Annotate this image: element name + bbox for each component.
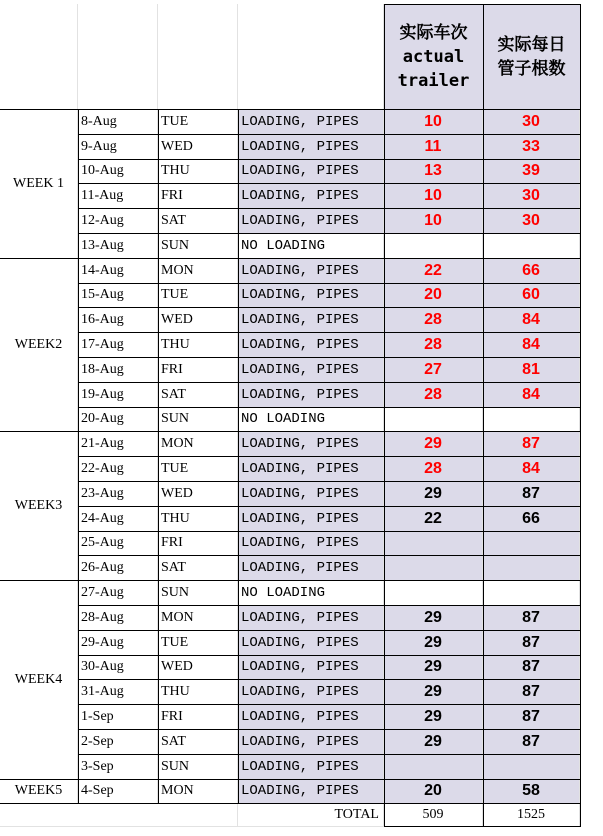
activity-cell: NO LOADING bbox=[238, 408, 384, 433]
week-label: WEEK2 bbox=[0, 259, 78, 433]
day-cell: TUE bbox=[158, 631, 238, 656]
date-cell: 15-Aug bbox=[78, 284, 158, 309]
trailer-count-cell: 29 bbox=[384, 482, 483, 507]
date-cell: 26-Aug bbox=[78, 556, 158, 581]
week-divider bbox=[0, 258, 78, 259]
week-divider bbox=[0, 580, 78, 581]
pipe-count-cell: 87 bbox=[483, 705, 580, 730]
row-divider bbox=[78, 283, 580, 284]
day-cell: SUN bbox=[158, 755, 238, 780]
activity-cell: LOADING, PIPES bbox=[238, 259, 384, 284]
activity-cell: LOADING, PIPES bbox=[238, 284, 384, 309]
week-label: WEEK4 bbox=[0, 581, 78, 779]
row-divider bbox=[78, 679, 580, 680]
activity-cell: LOADING, PIPES bbox=[238, 110, 384, 135]
date-cell: 1-Sep bbox=[78, 705, 158, 730]
trailer-count-cell bbox=[384, 556, 483, 581]
pipe-count-cell: 87 bbox=[483, 730, 580, 755]
header-activity-cell bbox=[238, 4, 384, 110]
header-actual-trailer bbox=[384, 4, 483, 110]
trailer-count-cell: 29 bbox=[384, 705, 483, 730]
pipe-count-cell: 60 bbox=[483, 284, 580, 309]
day-cell: THU bbox=[158, 333, 238, 358]
activity-cell: NO LOADING bbox=[238, 581, 384, 606]
row-divider bbox=[78, 159, 580, 160]
row-divider bbox=[78, 481, 580, 482]
activity-cell: LOADING, PIPES bbox=[238, 308, 384, 333]
week-label: WEEK 1 bbox=[0, 110, 78, 259]
date-cell: 13-Aug bbox=[78, 234, 158, 259]
pipe-count-cell: 30 bbox=[483, 110, 580, 135]
date-cell: 20-Aug bbox=[78, 408, 158, 433]
day-cell: MON bbox=[158, 259, 238, 284]
activity-cell: LOADING, PIPES bbox=[238, 705, 384, 730]
header-week-cell bbox=[0, 4, 78, 110]
day-cell: FRI bbox=[158, 358, 238, 383]
trailer-count-cell: 29 bbox=[384, 730, 483, 755]
pipe-count-cell: 30 bbox=[483, 209, 580, 234]
day-cell: SAT bbox=[158, 209, 238, 234]
row-divider bbox=[78, 605, 580, 606]
day-cell: SAT bbox=[158, 730, 238, 755]
day-cell: THU bbox=[158, 680, 238, 705]
row-divider bbox=[78, 630, 580, 631]
date-cell: 3-Sep bbox=[78, 755, 158, 780]
row-divider bbox=[78, 407, 580, 408]
pipe-count-cell bbox=[483, 532, 580, 557]
date-cell: 9-Aug bbox=[78, 135, 158, 160]
border-bottom-total bbox=[384, 826, 581, 827]
day-cell: SUN bbox=[158, 581, 238, 606]
activity-cell: LOADING, PIPES bbox=[238, 755, 384, 780]
border-top-trailer bbox=[384, 4, 580, 5]
pipe-count-cell: 87 bbox=[483, 432, 580, 457]
trailer-count-cell: 28 bbox=[384, 308, 483, 333]
day-cell: TUE bbox=[158, 284, 238, 309]
pipe-count-cell: 87 bbox=[483, 680, 580, 705]
pipe-count-cell: 84 bbox=[483, 383, 580, 408]
date-cell: 16-Aug bbox=[78, 308, 158, 333]
pipe-count-cell bbox=[483, 755, 580, 780]
date-cell: 17-Aug bbox=[78, 333, 158, 358]
pipe-count-cell: 87 bbox=[483, 482, 580, 507]
activity-cell: LOADING, PIPES bbox=[238, 680, 384, 705]
date-cell: 14-Aug bbox=[78, 259, 158, 284]
trailer-count-cell: 28 bbox=[384, 457, 483, 482]
date-cell: 31-Aug bbox=[78, 680, 158, 705]
activity-cell: LOADING, PIPES bbox=[238, 780, 384, 805]
date-cell: 4-Sep bbox=[78, 780, 158, 805]
pipe-count-cell: 87 bbox=[483, 631, 580, 656]
day-cell: FRI bbox=[158, 532, 238, 557]
activity-cell: LOADING, PIPES bbox=[238, 333, 384, 358]
trailer-count-cell: 13 bbox=[384, 160, 483, 185]
trailer-count-cell bbox=[384, 532, 483, 557]
pipe-count-cell bbox=[483, 408, 580, 433]
header-date-cell bbox=[78, 4, 158, 110]
day-cell: SUN bbox=[158, 408, 238, 433]
day-cell: SUN bbox=[158, 234, 238, 259]
date-cell: 29-Aug bbox=[78, 631, 158, 656]
activity-cell: LOADING, PIPES bbox=[238, 730, 384, 755]
date-cell: 30-Aug bbox=[78, 656, 158, 681]
pipe-count-cell: 87 bbox=[483, 656, 580, 681]
pipe-count-cell bbox=[483, 581, 580, 606]
trailer-count-cell: 22 bbox=[384, 507, 483, 532]
trailer-count-cell: 29 bbox=[384, 631, 483, 656]
pipe-count-cell: 84 bbox=[483, 457, 580, 482]
week-label: WEEK3 bbox=[0, 432, 78, 581]
pipe-count-cell: 84 bbox=[483, 308, 580, 333]
trailer-count-cell: 11 bbox=[384, 135, 483, 160]
trailer-count-cell: 10 bbox=[384, 184, 483, 209]
pipe-count-cell bbox=[483, 556, 580, 581]
row-divider bbox=[78, 332, 580, 333]
border-header-bottom bbox=[0, 109, 580, 110]
row-divider bbox=[78, 754, 580, 755]
day-cell: WED bbox=[158, 135, 238, 160]
activity-cell: LOADING, PIPES bbox=[238, 184, 384, 209]
trailer-count-cell: 20 bbox=[384, 284, 483, 309]
trailer-count-cell: 29 bbox=[384, 606, 483, 631]
pipe-count-cell bbox=[483, 234, 580, 259]
activity-cell: LOADING, PIPES bbox=[238, 631, 384, 656]
row-divider bbox=[78, 233, 580, 234]
day-cell: MON bbox=[158, 432, 238, 457]
date-cell: 21-Aug bbox=[78, 432, 158, 457]
pipe-count-cell: 84 bbox=[483, 333, 580, 358]
row-divider bbox=[78, 655, 580, 656]
total-row-blank bbox=[0, 803, 238, 827]
date-cell: 12-Aug bbox=[78, 209, 158, 234]
day-cell: FRI bbox=[158, 184, 238, 209]
border-right-pipes bbox=[580, 4, 581, 827]
row-divider bbox=[78, 382, 580, 383]
day-cell: WED bbox=[158, 482, 238, 507]
week-divider bbox=[0, 431, 78, 432]
activity-cell: LOADING, PIPES bbox=[238, 532, 384, 557]
trailer-count-cell bbox=[384, 234, 483, 259]
pipe-count-cell: 66 bbox=[483, 259, 580, 284]
date-cell: 28-Aug bbox=[78, 606, 158, 631]
trailer-count-cell bbox=[384, 408, 483, 433]
week-divider bbox=[0, 779, 78, 780]
date-cell: 18-Aug bbox=[78, 358, 158, 383]
trailer-count-cell: 28 bbox=[384, 333, 483, 358]
date-cell: 22-Aug bbox=[78, 457, 158, 482]
activity-cell: LOADING, PIPES bbox=[238, 209, 384, 234]
trailer-count-cell: 29 bbox=[384, 432, 483, 457]
trailer-count-cell: 10 bbox=[384, 209, 483, 234]
trailer-count-cell bbox=[384, 581, 483, 606]
day-cell: MON bbox=[158, 606, 238, 631]
day-cell: FRI bbox=[158, 705, 238, 730]
trailer-count-cell bbox=[384, 755, 483, 780]
date-cell: 25-Aug bbox=[78, 532, 158, 557]
activity-cell: LOADING, PIPES bbox=[238, 656, 384, 681]
date-cell: 11-Aug bbox=[78, 184, 158, 209]
day-cell: WED bbox=[158, 656, 238, 681]
row-divider bbox=[78, 307, 580, 308]
pipe-count-cell: 66 bbox=[483, 507, 580, 532]
date-cell: 8-Aug bbox=[78, 110, 158, 135]
day-cell: SAT bbox=[158, 383, 238, 408]
trailer-count-cell: 20 bbox=[384, 780, 483, 805]
date-cell: 23-Aug bbox=[78, 482, 158, 507]
day-cell: TUE bbox=[158, 457, 238, 482]
activity-cell: LOADING, PIPES bbox=[238, 432, 384, 457]
trailer-count-cell: 29 bbox=[384, 656, 483, 681]
activity-cell: LOADING, PIPES bbox=[238, 606, 384, 631]
row-divider bbox=[78, 431, 580, 432]
date-cell: 19-Aug bbox=[78, 383, 158, 408]
trailer-count-cell: 28 bbox=[384, 383, 483, 408]
pipe-count-cell: 87 bbox=[483, 606, 580, 631]
header-pipes-line2: 管子根数 bbox=[497, 59, 566, 79]
date-cell: 24-Aug bbox=[78, 507, 158, 532]
day-cell: MON bbox=[158, 780, 238, 805]
row-divider bbox=[78, 134, 580, 135]
row-divider bbox=[78, 258, 580, 259]
row-divider bbox=[78, 357, 580, 358]
row-divider bbox=[78, 531, 580, 532]
row-divider bbox=[78, 208, 580, 209]
date-cell: 10-Aug bbox=[78, 160, 158, 185]
date-cell: 2-Sep bbox=[78, 730, 158, 755]
day-cell: WED bbox=[158, 308, 238, 333]
activity-cell: LOADING, PIPES bbox=[238, 383, 384, 408]
pipe-count-cell: 30 bbox=[483, 184, 580, 209]
date-cell: 27-Aug bbox=[78, 581, 158, 606]
day-cell: THU bbox=[158, 507, 238, 532]
row-divider bbox=[78, 183, 580, 184]
header-day-cell bbox=[158, 4, 238, 110]
activity-cell: LOADING, PIPES bbox=[238, 135, 384, 160]
activity-cell: LOADING, PIPES bbox=[238, 160, 384, 185]
header-trailer-line2: actual bbox=[402, 47, 465, 67]
header-trailer-line1: 实际车次 bbox=[399, 23, 468, 43]
row-divider bbox=[78, 704, 580, 705]
row-divider bbox=[78, 506, 580, 507]
trailer-count-cell: 29 bbox=[384, 680, 483, 705]
pipe-count-cell: 33 bbox=[483, 135, 580, 160]
total-label: TOTAL bbox=[238, 803, 384, 827]
header-pipes-line1: 实际每日 bbox=[497, 35, 566, 55]
row-divider bbox=[78, 456, 580, 457]
header-actual-pipes bbox=[483, 4, 580, 110]
trailer-count-cell: 22 bbox=[384, 259, 483, 284]
week-divider bbox=[0, 803, 78, 804]
row-divider bbox=[78, 729, 580, 730]
pipe-count-cell: 81 bbox=[483, 358, 580, 383]
row-divider bbox=[78, 779, 580, 780]
total-trailer: 509 bbox=[384, 803, 483, 827]
week-label: WEEK5 bbox=[0, 780, 78, 805]
day-cell: THU bbox=[158, 160, 238, 185]
activity-cell: LOADING, PIPES bbox=[238, 556, 384, 581]
activity-cell: LOADING, PIPES bbox=[238, 482, 384, 507]
row-divider bbox=[78, 803, 580, 804]
row-divider bbox=[78, 555, 580, 556]
day-cell: SAT bbox=[158, 556, 238, 581]
pipe-count-cell: 39 bbox=[483, 160, 580, 185]
activity-cell: LOADING, PIPES bbox=[238, 358, 384, 383]
activity-cell: LOADING, PIPES bbox=[238, 507, 384, 532]
activity-cell: LOADING, PIPES bbox=[238, 457, 384, 482]
pipe-count-cell: 58 bbox=[483, 780, 580, 805]
trailer-count-cell: 10 bbox=[384, 110, 483, 135]
activity-cell: NO LOADING bbox=[238, 234, 384, 259]
total-pipes: 1525 bbox=[483, 803, 580, 827]
row-divider bbox=[78, 580, 580, 581]
trailer-count-cell: 27 bbox=[384, 358, 483, 383]
header-trailer-line3: trailer bbox=[397, 71, 470, 91]
day-cell: TUE bbox=[158, 110, 238, 135]
